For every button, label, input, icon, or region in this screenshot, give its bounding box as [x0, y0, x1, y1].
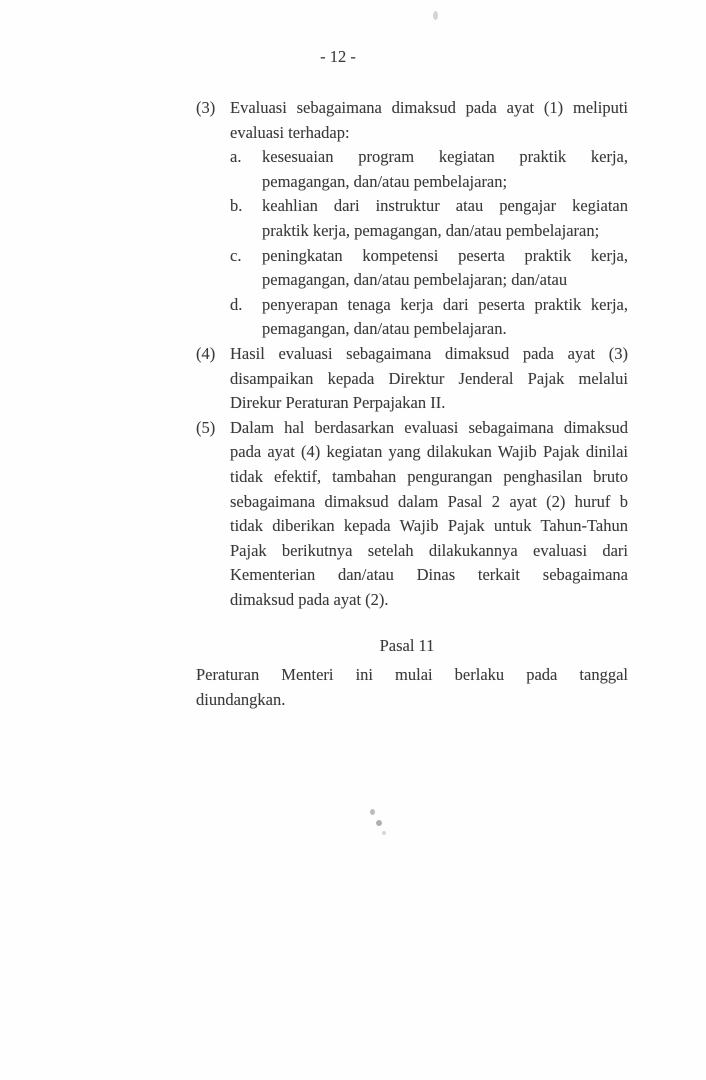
text-line: peningkatan kompetensi peserta praktik kerja,: [262, 245, 628, 265]
sub-list-item: [230, 194, 628, 243]
text-line: kesesuaian program kegiatan praktik kerja,: [262, 147, 628, 167]
text-line: Hasil evaluasi sebagaimana dimaksud pada ayat (3): [230, 343, 628, 363]
text-line: keahlian dari instruktur atau pengajar kegiatan: [262, 196, 628, 216]
text-line: diundangkan.: [196, 689, 286, 709]
scan-speck: [433, 11, 438, 20]
item-marker: (5): [196, 417, 216, 437]
closing-paragraph: [196, 663, 628, 712]
text-line: tidak diberikan kepada Wajib Pajak untuk Tahun-Tahun: [230, 516, 628, 536]
section-heading: Pasal 11: [379, 636, 435, 656]
text-line: Peraturan Menteri ini mulai berlaku pada tanggal: [196, 665, 628, 685]
scan-speck: [382, 831, 386, 835]
text-line: Kementerian dan/atau Dinas terkait sebagaimana: [230, 565, 628, 585]
text-line: penyerapan tenaga kerja dari peserta praktik kerja,: [262, 294, 628, 314]
item-marker: (4): [196, 343, 216, 363]
text-line: Dalam hal berdasarkan evaluasi sebagaimana dimaksud: [230, 417, 628, 437]
list-item: [196, 96, 628, 342]
page-number: - 12 -: [320, 47, 356, 66]
text-line: pada ayat (4) kegiatan yang dilakukan Wajib Pajak dinilai: [230, 442, 628, 462]
sub-item-marker: d.: [230, 294, 243, 314]
list-item: [196, 416, 628, 613]
sub-list-item: [230, 244, 628, 293]
text-line: evaluasi terhadap:: [230, 122, 350, 142]
text-line: Evaluasi sebagaimana dimaksud pada ayat (1) meliputi: [230, 98, 628, 117]
text-line: pemagangan, dan/atau pembelajaran.: [262, 319, 507, 339]
text-line: tidak efektif, tambahan pengurangan penghasilan bruto: [230, 466, 628, 486]
sub-list-item: [230, 145, 628, 194]
scan-speck: [376, 820, 382, 826]
text-line: Pajak berikutnya setelah dilakukannya evaluasi dari: [230, 540, 628, 560]
text-line: sebagaimana dimaksud dalam Pasal 2 ayat (2) huruf b: [230, 491, 628, 511]
text-line: pemagangan, dan/atau pembelajaran;: [262, 171, 508, 191]
text-line: pemagangan, dan/atau pembelajaran; dan/atau: [262, 270, 568, 290]
text-line: praktik kerja, pemagangan, dan/atau pembelajaran;: [262, 220, 600, 240]
sub-item-marker: c.: [230, 245, 242, 265]
list-item: [196, 342, 628, 416]
text-line: Direkur Peraturan Perpajakan II.: [230, 393, 446, 413]
sub-list-item: [230, 293, 628, 342]
text-line: disampaikan kepada Direktur Jenderal Pajak melalui: [230, 368, 628, 388]
text-line: dimaksud pada ayat (2).: [230, 589, 389, 609]
scan-speck: [370, 809, 375, 815]
sub-item-marker: a.: [230, 147, 242, 167]
item-marker: (3): [196, 98, 216, 117]
sub-item-marker: b.: [230, 196, 243, 216]
document-content: [196, 96, 628, 712]
